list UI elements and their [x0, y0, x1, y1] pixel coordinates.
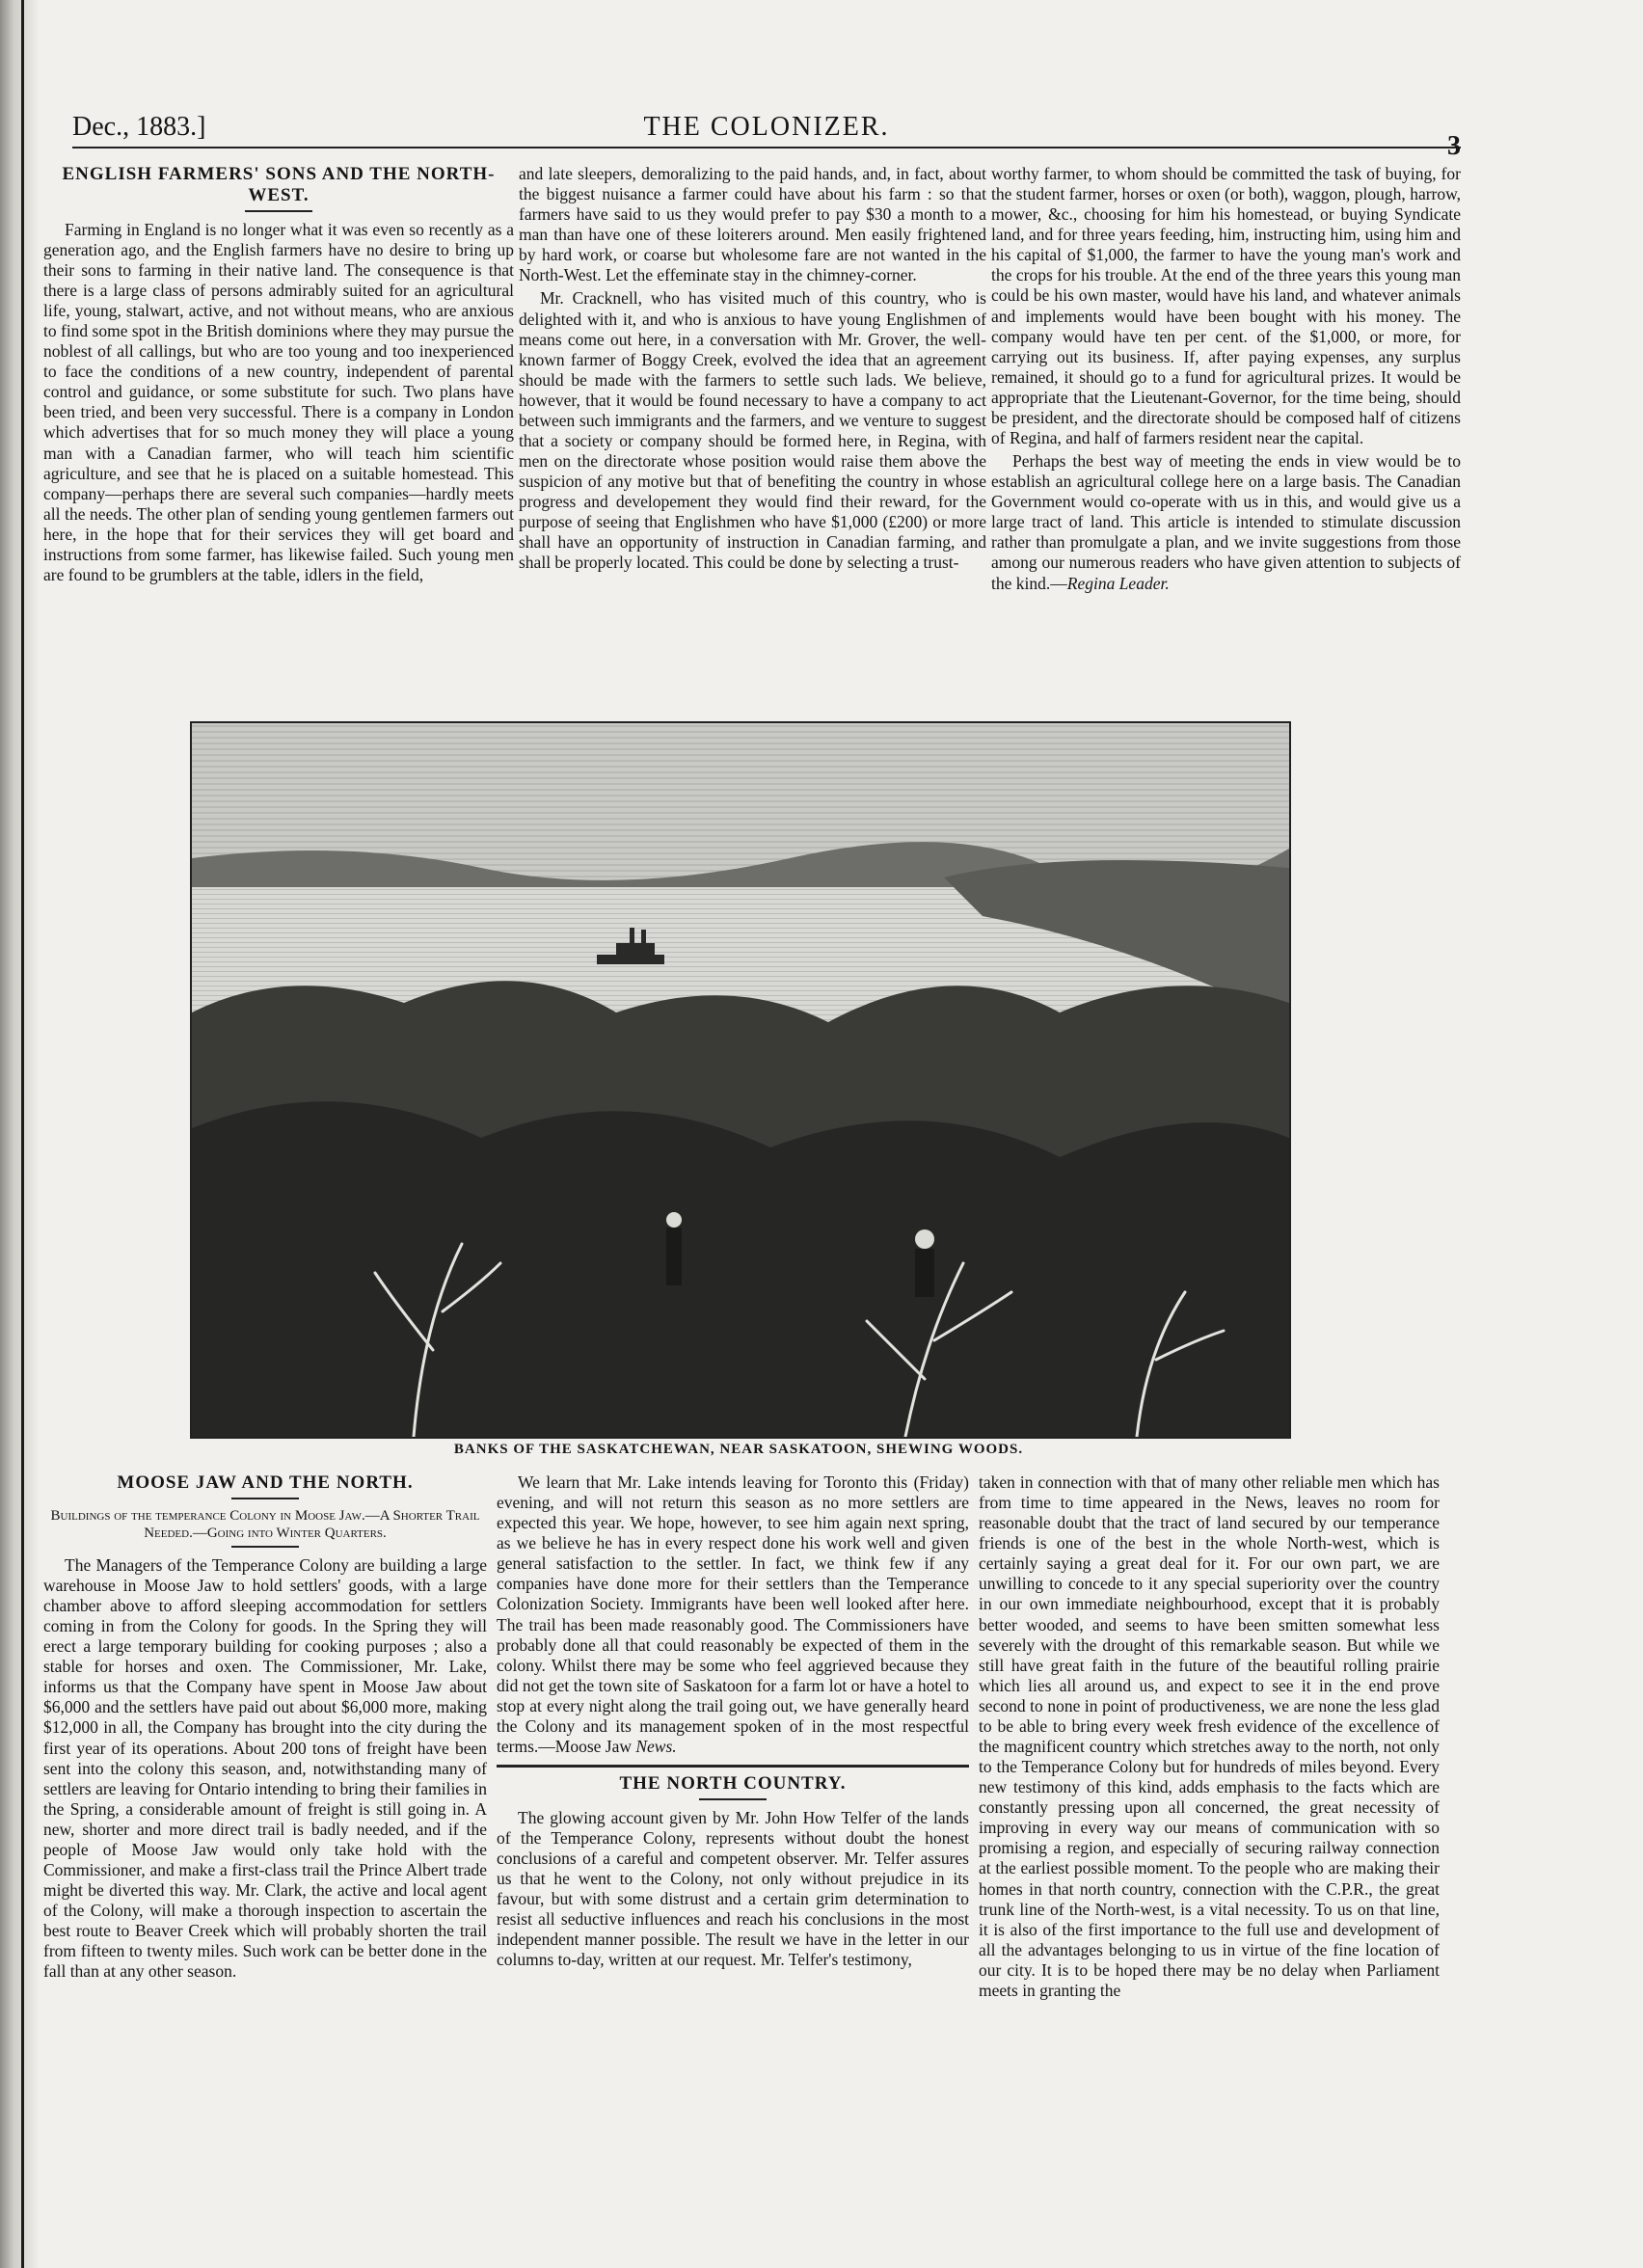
paragraph-text: We learn that Mr. Lake intends leaving for Toronto this (Friday) evening, and will not return this season as no more settlers are expected this year. We hope, however, to see him again next spring, as we believe he has in every respect done his work well and given general satisfaction to the settler. In fact, we think few if any companies have done more for their settlers than the Temperance Colonization Society. Immigrants have been well looked after here. The trail has been made reasonably good. The Commissioners have probably done all that could reasonably be expected of them in the colony. Whilst there may be some who feel aggrieved because they did not get the town site of Saskatoon for a farm lot or have a hotel to stop at every night along the trail going out, we have generally heard the Colony and its management spoken of in the most respectful terms.—Moose Jaw — [497, 1472, 969, 1757]
article-headline: THE NORTH COUNTRY. — [619, 1773, 847, 1795]
article-moose-jaw-col2 — [497, 1472, 969, 1974]
issue-date: Dec., 1883.] — [72, 112, 206, 142]
paragraph: Mr. Cracknell, who has visited much of this country, who is delighted with it, and who is anxious to have young Englishmen of means come out here, in a conversation with Mr. Grover, the well-known farmer of Boggy Creek, evolved the idea that an agreement should be made with the farmers to settle such lads. We believe, however, that it would be found necessary to have a company to act between such immigrants and the farmers, and we venture to suggest that a society or company should be formed here, in Regina, with men on the directorate whose position would raise them above the suspicion of any motive but that of benefiting the country in whose progress and developement they would find their reward, for the purpose of seeing that Englishmen who have $1,000 (£200) or more shall have an opportunity of instruction in Canadian farming, and shall be properly located. This could be done by selecting a trust- — [519, 288, 986, 573]
article-headline: MOOSE JAW AND THE NORTH. — [117, 1472, 414, 1493]
section-rule — [497, 1765, 969, 1768]
article-headline: ENGLISH FARMERS' SONS AND THE NORTH-WEST. — [62, 164, 496, 205]
headline-rule — [245, 210, 312, 212]
paragraph: The Managers of the Temperance Colony are building a large warehouse in Moose Jaw to hold settlers' goods, with a large chamber above to afford sleeping accommodation for settlers coming in from the Colony for goods. In the Spring they will erect a large temporary building for cooking purposes ; also a stable for horses and oxen. The Commissioner, Mr. Lake, informs us that the Company have spent in Moose Jaw about $6,000 and the settlers have paid out about $6,000 more, making $12,000 in all, the Company has brought into the city during the first year of its operations. About 200 tons of freight have been sent into the colony this season, and, notwithstanding many of settlers are leaving for Ontario intending to bring their families in the Spring, a considerable amount of freight is still going in. A new, shorter and more direct trail is badly needed, and if the people of Moose Jaw would only take hold with the Commissioner, and make a first-class trail the Prince Albert trade might be diverted this way. Mr. Clark, the active and local agent of the Colony, will make a thorough inspection to ascertain the best route to Beaver Creek which will probably shorten the trail from fifteen to twenty miles. Such work can be better done in the fall than at any other season. — [43, 1554, 487, 1982]
article-subhead: Buildings of the temperance Colony in Moose Jaw.—A Shorter Trail Needed.—Going into Winter Quarters. — [50, 1507, 480, 1541]
headline-rule — [699, 1798, 767, 1800]
paragraph — [497, 1472, 969, 1757]
paragraph — [991, 451, 1461, 594]
paragraph: worthy farmer, to whom should be committed the task of buying, for the student farmer, horses or oxen (or both), waggon, plough, harrow, mower, &c., choosing for him his homestead, or buying Syndicate land, and for three years feeding, him, instructing him, using him and his capital of $1,000, the farmer to have the young man's work and the crops for his trouble. At the end of the three years this young man could be his own master, would have his land, and whatever animals and implements would have been bought with his money. The company would have ten per cent. of the $1,000, or more, for carrying out its business. If, after paying expenses, any surplus remained, it should go to a fund for agricultural prizes. It would be appropriate that the Lieutenant-Governor, for the time being, should be president, and the directorate should be composed half of citizens of Regina, and half of farmers resident near the capital. — [991, 164, 1461, 448]
paragraph: The glowing account given by Mr. John How Telfer of the lands of the Temperance Colony, represents without doubt the honest conclusions of a careful and competent observer. Mr. Telfer assures us that he went to the Colony, not only without prejudice in its favour, but with some distrust and a certain grim determination to resist all seductive influences and reach his conclusions in the most independent manner possible. The result we have in the letter in our columns to-day, written at our request. Mr. Telfer's testimony, — [497, 1807, 969, 1970]
binding-fold-line — [21, 0, 24, 2268]
page-binding-edge — [0, 0, 39, 2268]
page-header — [72, 108, 1461, 161]
subhead-rule — [231, 1546, 299, 1548]
engraving-caption: BANKS OF THE SASKATCHEWAN, NEAR SASKATOON, SHEWING WOODS. — [453, 1442, 1024, 1457]
newspaper-title: THE COLONIZER. — [643, 112, 890, 142]
article-north-country-col3 — [979, 1472, 1440, 2004]
paragraph-text: Perhaps the best way of meeting the ends in view would be to establish an agricultural college here on a large basis. The Canadian Government would co-operate with us in this, and would give us a large tract of land. This article is intended to stimulate discussion rather than promulgate a plan, and we invite suggestions from those among our numerous readers who have given attention to subjects of the kind.— — [991, 451, 1461, 593]
article-english-farmers-col1 — [43, 164, 514, 588]
paragraph: Farming in England is no longer what it was even so recently as a generation ago, and the English farmers have no desire to bring up their sons to farming in their native land. The consequence is that there is a large class of persons admirably suited for an agricultural life, young, stalwart, active, and not without means, who are anxious to find some spot in the British dominions where they may pursue the noblest of all callings, but who are too young and too inexperienced to face the conditions of a new country, independent of parental control and guidance, or some substitute for such. Two plans have been tried, and been very successful. There is a company in London which advertises that for so much money they will place a young man with a Canadian farmer, who will teach him scientific agriculture, and see that he is placed on a suitable homestead. This company—perhaps there are several such companies—hardly meets all the needs. The other plan of sending young gentlemen farmers out here, in the hope that for their services they will get board and instructions from some farmer, has likewise failed. Such young men are found to be grumblers at the table, idlers in the field, — [43, 219, 514, 585]
paragraph: and late sleepers, demoralizing to the paid hands, and, in fact, about the biggest nuisance a farmer could have about his farm : so that farmers have said to us they would prefer to pay $30 a month to a man than have one of these loiterers around. Men easily frightened by hard work, or coarse but wholesome fare are not wanted in the North-West. Let the effeminate stay in the chimney-corner. — [519, 164, 986, 285]
article-english-farmers-col2 — [519, 164, 986, 577]
article-moose-jaw-col1 — [43, 1472, 487, 1984]
article-english-farmers-col3 — [991, 164, 1461, 597]
engraving-saskatchewan-banks — [190, 721, 1291, 1439]
paragraph: taken in connection with that of many other reliable men which has from time to time appeared in the News, leaves no room for reasonable doubt that the tract of land secured by our temperance friends is one of the best in the whole North-west, which is certainly saying a great deal for it. For our own part, we are unwilling to concede to it any special superiority over the country in our own immediate neighbourhood, except that it is probably better wooded, and seems to have been smitten somewhat less severely with the drought of this remarkable season. But while we still have great faith in the future of the beautiful rolling prairie which lies all around us, and expect to see it in the end prove second to none in point of productiveness, we are none the less glad to be able to bring every week fresh evidence of the excellence of the magnificent country which stretches away to the north, not only to the Temperance Colony but for hundreds of miles beyond. Every new testimony of this kind, adds emphasis to the facts which are constantly pressing upon all concerned, the great necessity of improving in every way our means of communication with so promising a region, and especially of securing railway connection at the earliest possible moment. To the people who are making their homes in that north country, connection with the C.P.R., the great trunk line of the North-west, is a vital necessity. To us on that line, it is also of the first importance to the full use and development of all the advantages belonging to us in virtue of the fine location of our city. It is to be hoped there may be no delay when Parliament meets in granting the — [979, 1472, 1440, 2000]
engraving-picture — [192, 723, 1289, 1437]
page-number: 3 — [1447, 131, 1461, 161]
article-source: Regina Leader. — [1066, 573, 1170, 593]
headline-rule — [231, 1498, 299, 1499]
article-source: News. — [635, 1737, 677, 1757]
